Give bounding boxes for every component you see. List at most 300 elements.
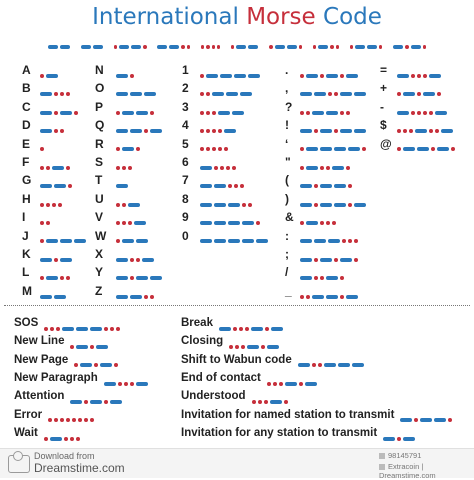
morse-dash <box>200 239 212 243</box>
morse-char: 9 <box>182 210 189 225</box>
morse-dot <box>66 92 70 96</box>
morse-dash <box>367 45 377 50</box>
morse-dot <box>40 221 44 225</box>
morse-dot <box>60 92 64 96</box>
morse-char: C <box>22 99 31 114</box>
morse-code <box>300 269 346 275</box>
morse-char: R <box>95 136 104 151</box>
prosign-label: New Page <box>14 353 69 366</box>
morse-dash <box>242 239 254 243</box>
morse-dot <box>201 45 204 50</box>
morse-code <box>200 122 238 128</box>
morse-code <box>200 159 238 165</box>
morse-dot <box>94 363 98 367</box>
morse-dot <box>314 276 318 280</box>
morse-dash <box>130 295 142 299</box>
morse-dash <box>352 363 364 367</box>
morse-char: : <box>285 228 289 243</box>
morse-code <box>40 288 68 294</box>
morse-code <box>200 196 254 202</box>
prosign-code <box>267 375 319 381</box>
morse-dash <box>240 92 252 96</box>
morse-dash <box>355 45 365 50</box>
morse-dash <box>116 74 128 78</box>
morse-dash <box>228 203 240 207</box>
morse-dot <box>429 129 433 133</box>
title-code: Code <box>315 4 382 30</box>
morse-dot <box>332 221 336 225</box>
morse-dash <box>40 92 52 96</box>
morse-code <box>116 288 156 294</box>
morse-dash <box>287 45 297 50</box>
morse-code <box>116 269 164 275</box>
morse-dot <box>350 45 353 50</box>
morse-dash <box>130 92 142 96</box>
morse-dash <box>234 74 246 78</box>
morse-dash <box>228 239 240 243</box>
morse-dot <box>245 327 249 331</box>
morse-dot <box>320 166 324 170</box>
morse-dash <box>60 258 72 262</box>
morse-code <box>200 67 262 73</box>
morse-code <box>40 269 72 275</box>
morse-dash <box>271 327 283 331</box>
morse-char: 5 <box>182 136 189 151</box>
morse-dot <box>122 203 126 207</box>
morse-dot <box>116 166 120 170</box>
morse-code <box>40 67 60 73</box>
morse-dot <box>258 400 262 404</box>
prosign-label: Shift to Wabun code <box>181 353 292 366</box>
morse-dot <box>273 382 277 386</box>
morse-char: W <box>95 228 107 243</box>
morse-char: ) <box>285 191 289 206</box>
morse-dot <box>68 184 72 188</box>
morse-dash <box>423 92 435 96</box>
morse-dash <box>40 295 52 299</box>
morse-char: B <box>22 81 31 96</box>
morse-dot <box>150 295 154 299</box>
morse-dash <box>403 92 415 96</box>
morse-dash <box>150 129 162 133</box>
morse-dash <box>435 111 447 115</box>
morse-code <box>116 141 142 147</box>
morse-code <box>300 159 352 165</box>
morse-dot <box>397 147 401 151</box>
morse-dot <box>320 221 324 225</box>
image-credit-text: Extracoin | Dreamstime.com <box>379 462 436 480</box>
morse-dot <box>409 129 413 133</box>
id-icon <box>379 453 385 459</box>
morse-dash <box>338 363 350 367</box>
morse-dot <box>40 74 44 78</box>
morse-dot <box>241 345 245 349</box>
morse-dash <box>46 276 58 280</box>
morse-char: O <box>95 81 105 96</box>
morse-dot <box>234 184 238 188</box>
morse-gap <box>384 45 391 49</box>
morse-dot <box>231 45 234 50</box>
morse-dash <box>248 74 260 78</box>
morse-dot <box>348 184 352 188</box>
morse-dot <box>300 147 304 151</box>
image-credit <box>379 462 474 480</box>
morse-char: 8 <box>182 191 189 206</box>
morse-dash <box>96 345 108 349</box>
morse-dot <box>84 418 88 422</box>
morse-dot <box>70 345 74 349</box>
morse-code <box>300 122 368 128</box>
morse-dash <box>326 276 338 280</box>
morse-dash <box>76 327 88 331</box>
morse-dot <box>411 111 415 115</box>
morse-dot <box>46 166 50 170</box>
morse-dot <box>397 129 401 133</box>
morse-char: S <box>95 155 104 169</box>
morse-dot <box>74 363 78 367</box>
image-id <box>379 451 421 460</box>
morse-dot <box>44 437 48 441</box>
prosign-code <box>400 412 454 418</box>
morse-dot <box>320 276 324 280</box>
prosign-code <box>74 357 120 363</box>
page-title <box>0 4 474 30</box>
morse-dot <box>143 45 146 50</box>
morse-code <box>40 122 66 128</box>
morse-dot <box>300 295 304 299</box>
morse-char: Y <box>95 265 104 280</box>
morse-dot <box>229 345 233 349</box>
morse-code <box>300 233 360 239</box>
morse-gap <box>260 45 267 49</box>
morse-dot <box>313 45 316 50</box>
morse-dot <box>128 166 132 170</box>
morse-dash <box>214 184 226 188</box>
morse-dot <box>40 147 44 151</box>
morse-dot <box>54 258 58 262</box>
prosign-label: New Paragraph <box>14 371 98 384</box>
morse-dash <box>150 276 162 280</box>
morse-dash <box>40 258 52 262</box>
morse-dot <box>200 147 204 151</box>
morse-code <box>116 233 150 239</box>
morse-dash <box>60 45 70 50</box>
morse-dot <box>300 166 304 170</box>
morse-char: G <box>22 173 32 188</box>
morse-dot <box>130 74 134 78</box>
morse-dot <box>423 111 427 115</box>
morse-dash <box>320 184 332 188</box>
morse-dot <box>130 258 134 262</box>
morse-dot <box>264 400 268 404</box>
morse-dash <box>340 258 352 262</box>
morse-code <box>300 141 368 147</box>
morse-dot <box>54 418 58 422</box>
morse-dash <box>434 418 446 422</box>
morse-dot <box>340 295 344 299</box>
morse-dot <box>200 74 204 78</box>
morse-dot <box>116 203 120 207</box>
morse-code <box>200 85 254 91</box>
morse-code <box>300 177 354 183</box>
morse-dash <box>314 239 326 243</box>
morse-dash <box>346 74 358 78</box>
morse-dash <box>131 45 141 50</box>
morse-char: 4 <box>182 118 189 133</box>
morse-char: @ <box>380 136 392 151</box>
morse-dot <box>314 203 318 207</box>
morse-char: , <box>285 81 289 96</box>
morse-dash <box>100 363 112 367</box>
morse-char: . <box>285 63 289 77</box>
morse-dot <box>136 258 140 262</box>
morse-dot <box>340 276 344 280</box>
prosign-code <box>383 430 417 436</box>
morse-code <box>40 141 46 147</box>
morse-dot <box>314 129 318 133</box>
morse-char: 1 <box>182 63 189 77</box>
morse-dot <box>235 345 239 349</box>
prosign-code <box>219 320 285 326</box>
morse-dash <box>110 400 122 404</box>
morse-dash <box>397 111 409 115</box>
morse-dot <box>122 221 126 225</box>
morse-dash <box>60 239 72 243</box>
morse-dot <box>84 400 88 404</box>
morse-char: K <box>22 247 31 261</box>
morse-dash <box>383 437 395 441</box>
morse-dot <box>300 111 304 115</box>
section-divider <box>4 305 470 306</box>
morse-char: 3 <box>182 99 189 114</box>
morse-dot <box>40 276 44 280</box>
morse-dash <box>46 74 58 78</box>
morse-dot <box>60 129 64 133</box>
morse-dot <box>314 184 318 188</box>
morse-dot <box>54 129 58 133</box>
morse-dot <box>320 74 324 78</box>
morse-dash <box>300 258 312 262</box>
morse-char: 0 <box>182 228 189 243</box>
morse-code <box>397 141 457 147</box>
morse-dot <box>423 74 427 78</box>
morse-dash <box>50 437 62 441</box>
morse-dot <box>423 45 426 50</box>
morse-dash <box>74 239 86 243</box>
morse-dot <box>78 418 82 422</box>
morse-dot <box>348 203 352 207</box>
morse-dot <box>342 239 346 243</box>
morse-dash <box>267 345 279 349</box>
morse-dot <box>306 295 310 299</box>
morse-dash <box>393 45 403 50</box>
morse-dash <box>397 74 409 78</box>
morse-dash <box>219 327 231 331</box>
morse-code <box>116 196 142 202</box>
morse-dot <box>437 92 441 96</box>
morse-dot <box>240 184 244 188</box>
morse-dash <box>134 221 146 225</box>
morse-dash <box>76 345 88 349</box>
morse-dot <box>124 382 128 386</box>
morse-dash <box>320 203 332 207</box>
morse-dot <box>232 166 236 170</box>
morse-dash <box>60 111 72 115</box>
morse-dash <box>312 295 324 299</box>
morse-dot <box>206 111 210 115</box>
morse-code <box>397 122 455 128</box>
morse-dash <box>346 295 358 299</box>
morse-code <box>40 214 52 220</box>
prosign-label: Invitation for named station to transmit <box>181 408 395 421</box>
morse-gap <box>149 45 156 49</box>
morse-dot <box>187 45 190 50</box>
morse-dot <box>265 327 269 331</box>
morse-dash <box>306 74 318 78</box>
morse-dot <box>330 45 333 50</box>
morse-dot <box>226 166 230 170</box>
morse-dash <box>54 184 66 188</box>
morse-dash <box>275 45 285 50</box>
morse-dot <box>150 111 154 115</box>
morse-dot <box>354 258 358 262</box>
morse-code <box>300 67 360 73</box>
morse-dash <box>232 111 244 115</box>
morse-dot <box>72 418 76 422</box>
morse-dot <box>56 327 60 331</box>
prosign-label: End of contact <box>181 371 261 384</box>
morse-dash <box>314 92 326 96</box>
morse-code <box>397 85 443 91</box>
morse-dot <box>212 147 216 151</box>
morse-char: & <box>285 210 294 225</box>
morse-dot <box>435 129 439 133</box>
morse-char: - <box>380 99 384 114</box>
morse-dash <box>298 363 310 367</box>
morse-char: F <box>22 155 30 169</box>
prosign-code <box>298 357 366 363</box>
morse-dot <box>220 166 224 170</box>
morse-dot <box>217 45 220 50</box>
morse-dot <box>130 382 134 386</box>
morse-dash <box>224 129 236 133</box>
morse-dot <box>110 327 114 331</box>
morse-code <box>116 67 136 73</box>
morse-dot <box>206 147 210 151</box>
morse-dot <box>417 111 421 115</box>
morse-dash <box>256 239 268 243</box>
morse-dash <box>136 382 148 386</box>
morse-dot <box>218 147 222 151</box>
morse-dash <box>348 147 360 151</box>
morse-dot <box>340 111 344 115</box>
morse-dot <box>64 437 68 441</box>
morse-dash <box>334 184 346 188</box>
dreamstime-logo-icon <box>8 455 30 473</box>
morse-dot <box>228 184 232 188</box>
morse-dash <box>300 203 312 207</box>
morse-dash <box>130 129 142 133</box>
morse-gap <box>304 45 311 49</box>
morse-dot <box>261 345 265 349</box>
download-label: Download from <box>34 451 95 461</box>
morse-dash <box>400 418 412 422</box>
morse-dash <box>62 327 74 331</box>
morse-dot <box>417 92 421 96</box>
morse-dot <box>116 147 120 151</box>
morse-dot <box>397 437 401 441</box>
morse-dash <box>214 221 226 225</box>
morse-dot <box>334 92 338 96</box>
morse-dot <box>144 295 148 299</box>
morse-dot <box>336 45 339 50</box>
morse-char: D <box>22 118 31 133</box>
morse-dot <box>122 166 126 170</box>
morse-dash <box>354 203 366 207</box>
morse-code <box>40 104 80 110</box>
morse-dot <box>269 45 272 50</box>
morse-dash <box>54 295 66 299</box>
morse-dot <box>66 276 70 280</box>
morse-dash <box>312 111 324 115</box>
site-name[interactable]: Dreamstime.com <box>34 461 125 475</box>
morse-dot <box>284 400 288 404</box>
morse-dot <box>362 147 366 151</box>
morse-dash <box>300 129 312 133</box>
morse-dash <box>122 147 134 151</box>
morse-char: 6 <box>182 155 189 169</box>
morse-code <box>397 104 449 110</box>
morse-code <box>116 85 158 91</box>
morse-dash <box>320 129 332 133</box>
morse-dash <box>116 276 128 280</box>
morse-dash <box>340 129 352 133</box>
morse-dash <box>93 45 103 50</box>
morse-dot <box>60 418 64 422</box>
title-international: International <box>92 4 247 30</box>
morse-dash <box>437 147 449 151</box>
morse-dash <box>40 184 52 188</box>
morse-char: V <box>95 210 104 225</box>
morse-code <box>300 251 360 257</box>
morse-dot <box>248 203 252 207</box>
morse-dot <box>116 327 120 331</box>
morse-char: ‘ <box>285 136 289 151</box>
prosign-label: SOS <box>14 317 39 329</box>
morse-dot <box>318 363 322 367</box>
morse-dot <box>224 147 228 151</box>
morse-code <box>200 214 262 220</box>
morse-dot <box>212 111 216 115</box>
morse-dot <box>448 418 452 422</box>
prosign-label: Attention <box>14 390 65 403</box>
morse-dot <box>214 166 218 170</box>
morse-dot <box>340 74 344 78</box>
morse-dot <box>299 45 302 50</box>
morse-dot <box>306 111 310 115</box>
morse-dash <box>228 221 240 225</box>
morse-code <box>40 251 74 257</box>
morse-dot <box>66 166 70 170</box>
morse-char: X <box>95 247 104 261</box>
morse-char: " <box>285 155 291 169</box>
morse-dot <box>54 111 58 115</box>
title-banner-code <box>48 42 428 52</box>
prosign-label: Break <box>181 317 213 329</box>
morse-dash <box>324 363 336 367</box>
morse-dot <box>200 92 204 96</box>
morse-dash <box>116 184 128 188</box>
